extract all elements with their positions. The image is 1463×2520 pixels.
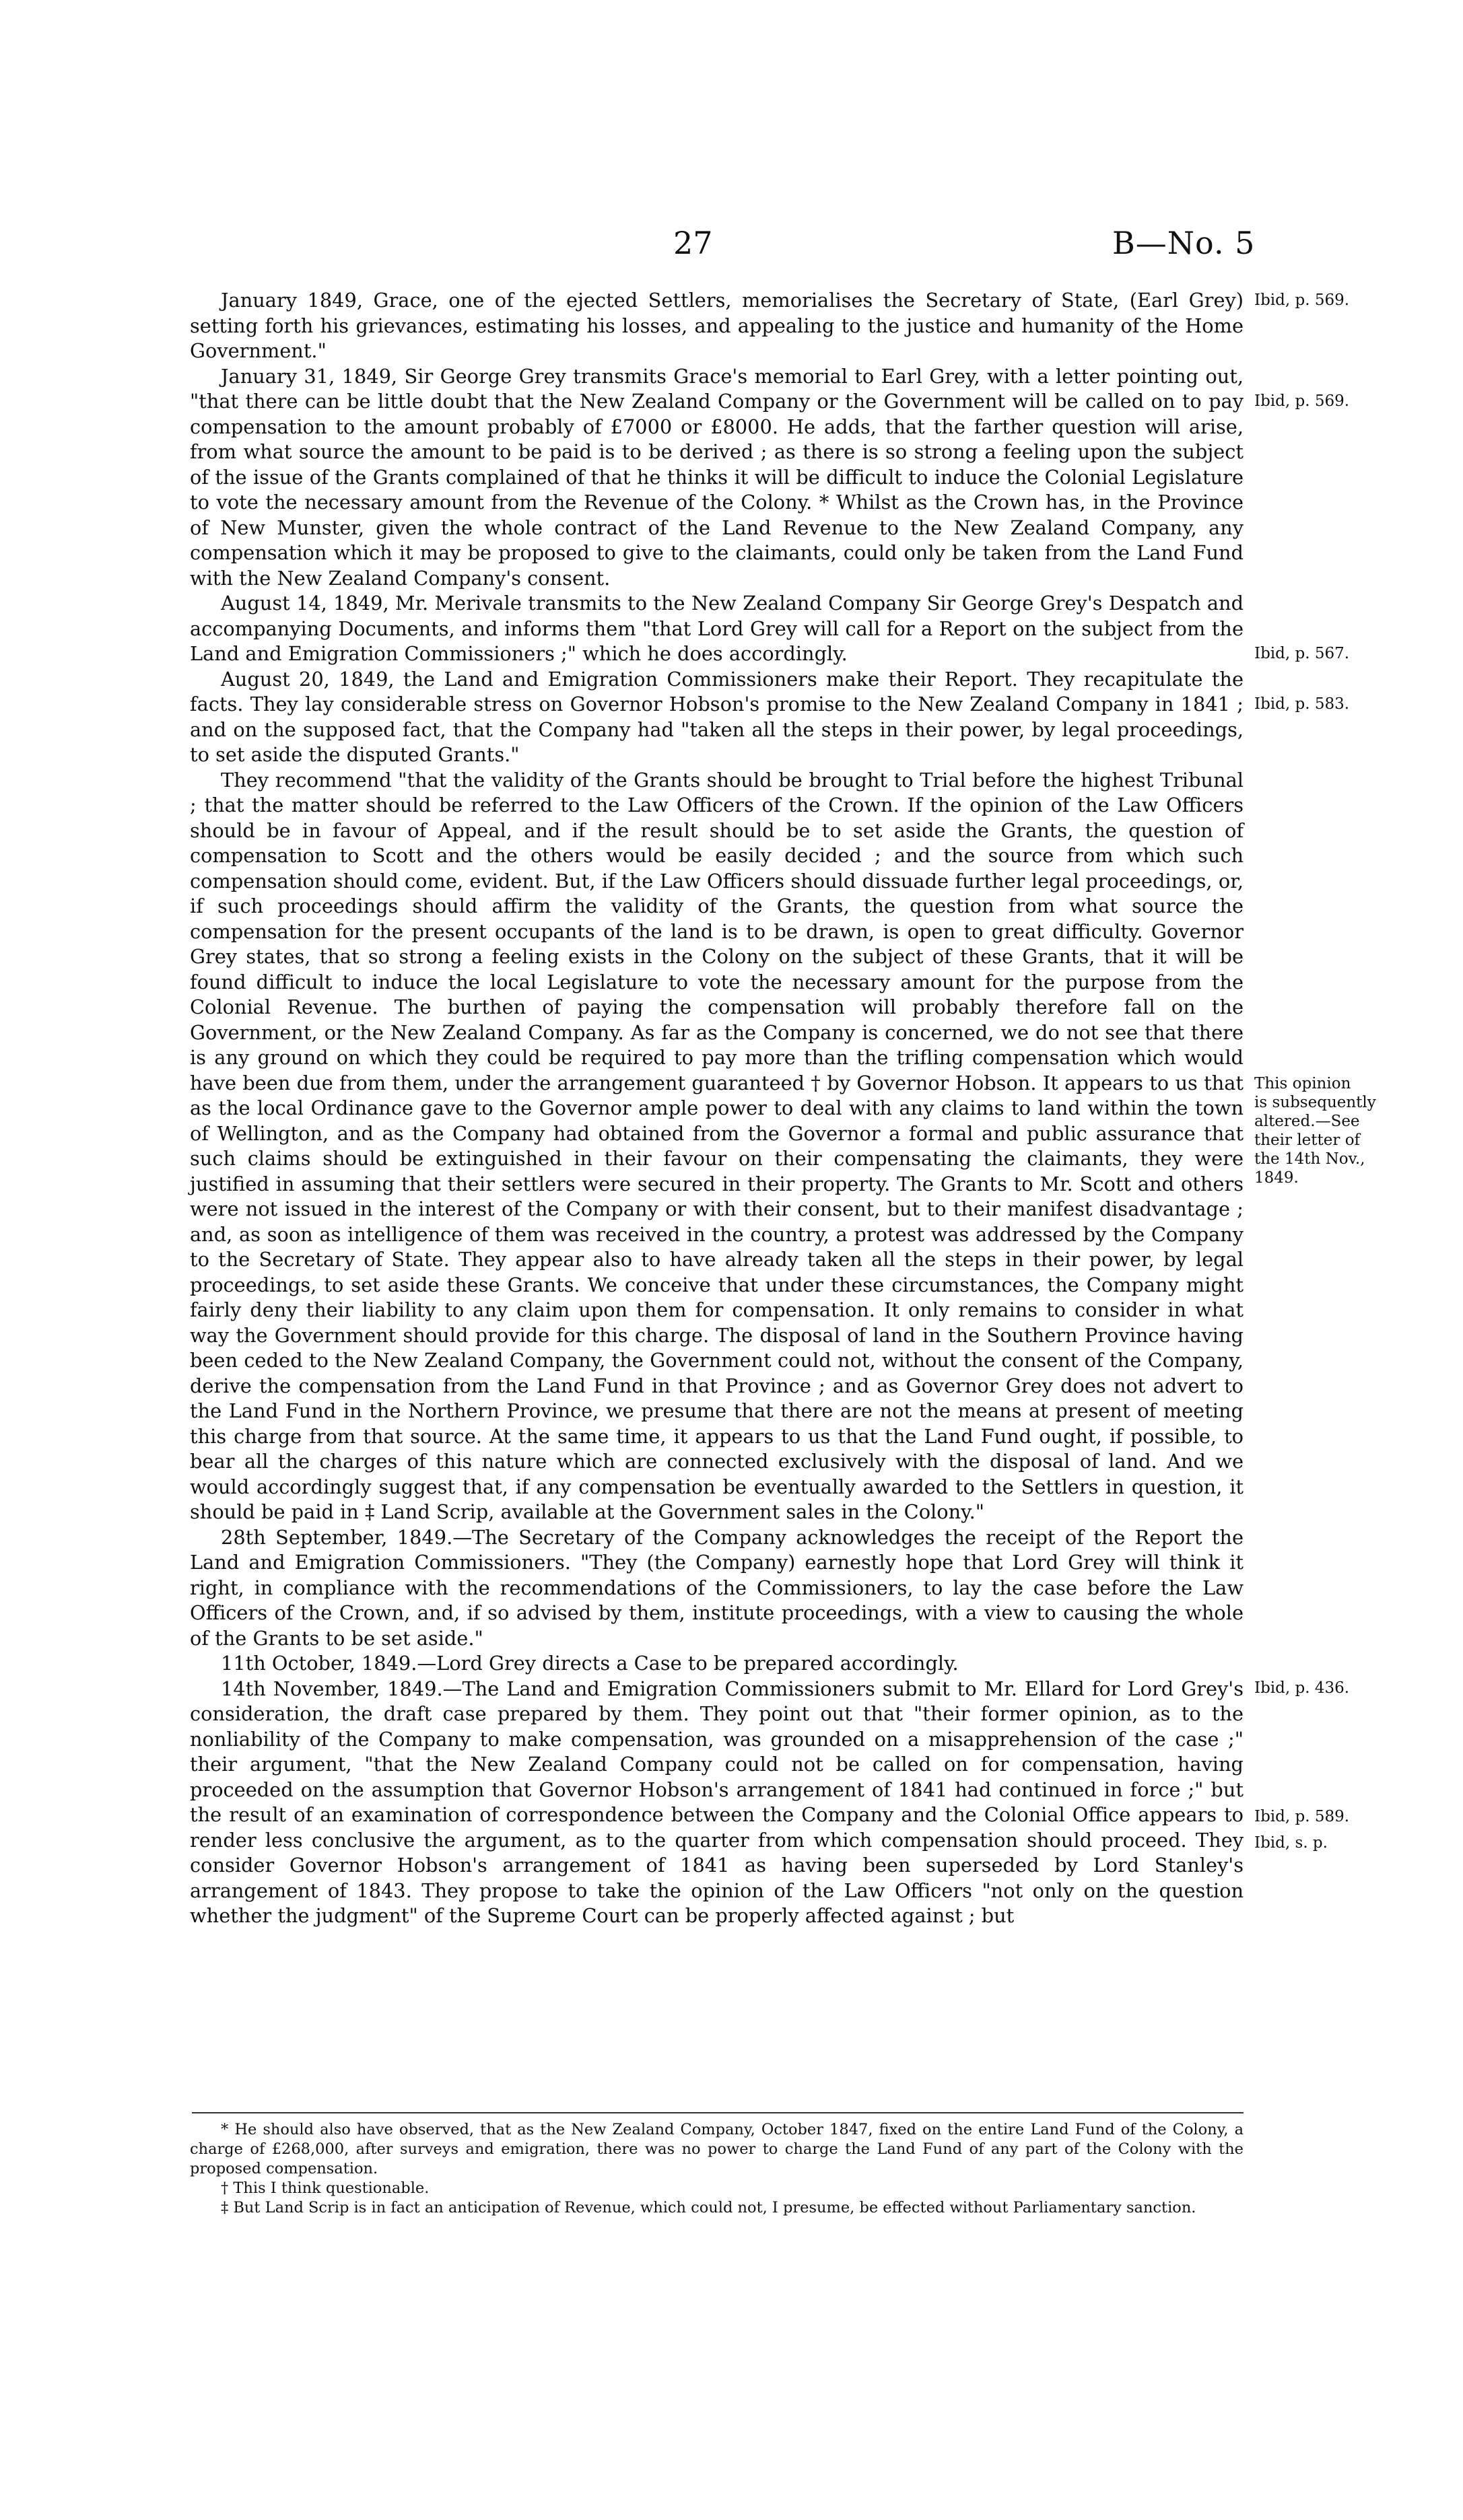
paragraph-grace-memorial: January 1849, Grace, one of the ejected Settlers, memorialises the Secretary of State, (Earl Grey) setting forth his grievances, estimating his losses, and appealing to the justice and humanity of the Home Government." [190, 289, 1244, 362]
page-number: 27 [673, 225, 713, 261]
margin-note-line: the 14th Nov., [1254, 1150, 1365, 1168]
margin-note-opinion-altered [1254, 1074, 1376, 1187]
paragraph-case-prepared: 11th October, 1849.—Lord Grey directs a Case to be prepared accordingly. [221, 1652, 959, 1675]
margin-note-ibid: Ibid, p. 583. [1254, 695, 1350, 713]
paragraph-draft-case: 14th November, 1849.—The Land and Emigration Commissioners submit to Mr. Ellard for Lord Grey's consideration, the draft case prepared by them. They point out that "their former opinion, as to the nonliability of the Company to make compensation, was grounded on a misapprehension of the case ;" their argument, "that the New Zealand Company could not be called on for compensation, having proceeded on the assumption that Governor Hobson's arrangement of 1841 had continued in force ;" but the result of an examination of correspondence between the Company and the Colonial Office appears to render less conclusive the argument, as to the quarter from which compensation should proceed. They consider Governor Hobson's arrangement of 1841 as having been superseded by Lord Stanley's arrangement of 1843. They propose to take the opinion of the Law Officers "not only on the question whether the judgment" of the Supreme Court can be properly affected against ; but [190, 1677, 1244, 1927]
margin-note-line: 1849. [1254, 1169, 1299, 1187]
margin-note-ibid: Ibid, p. 436. [1254, 1679, 1350, 1697]
paragraph-company-acknowledges: 28th September, 1849.—The Secretary of the Company acknowledges the receipt of the Report the Land and Emigration Commissioners. "They (the Company) earnestly hope that Lord Grey will think it right, in compliance with the recommendations of the Commissioners, to lay the case before the Law Officers of the Crown, and, if so advised by them, institute proceedings, with a view to causing the whole of the Grants to be set aside." [190, 1525, 1244, 1650]
paragraph-commissioners-report: August 20, 1849, the Land and Emigration Commissioners make their Report. They recapitulate the facts. They lay considerable stress on Governor Hobson's promise to the New Zealand Company in 1841 ; and on the supposed fact, that the Company had "taken all the steps in their power, by legal proceedings, to set aside the disputed Grants." [190, 667, 1244, 766]
body-text [190, 288, 1244, 1929]
margin-note-ibid: Ibid, s. p. [1254, 1834, 1328, 1852]
margin-note-ibid: Ibid, p. 569. [1254, 291, 1350, 309]
margin-note-line: is subsequently [1254, 1094, 1376, 1111]
margin-note-line: altered.—See [1254, 1113, 1360, 1130]
margin-note-line: their letter of [1254, 1131, 1361, 1149]
page-header [0, 225, 1463, 265]
margin-note-ibid: Ibid, p. 567. [1254, 645, 1350, 662]
document-id: B—No. 5 [1112, 225, 1256, 261]
margin-note-ibid: Ibid, p. 589. [1254, 1808, 1350, 1825]
paragraph-recommendation: They recommend "that the validity of the Grants should be brought to Trial before the highest Tribunal ; that the matter should be referred to the Law Officers of the Crown. If the opinion of the Law Officers should be in favour of Appeal, and if the result should be to set aside the Grants, the question of compensation to Scott and the others would be easily decided ; and the source from which such compensation should come, evident. But, if the Law Officers should dissuade further legal proceedings, or, if such proceedings should affirm the validity of the Grants, the question from what source the compensation for the present occupants of the land is to be drawn, is open to great difficulty. Governor Grey states, that so strong a feeling exists in the Colony on the subject of these Grants, that it will be found difficult to induce the local Legislature to vote the necessary amount for the purpose from the Colonial Revenue. The burthen of paying the compensation will probably therefore fall on the Government, or the New Zealand Company. As far as the Company is concerned, we do not see that there is any ground on which they could be required to pay more than the trifling compensation which would have been due from them, under the arrangement guaranteed † by Governor Hobson. It appears to us that as the local Ordinance gave to the Governor ample power to deal with any claims to land within the town of Wellington, and as the Company had obtained from the Governor a formal and public assurance that such claims should be extinguished in their favour on their compensating the claimants, they were justified in assuming that their settlers were secured in their property. The Grants to Mr. Scott and others were not issued in the interest of the Company or with their consent, but to their manifest disadvantage ; and, as soon as intelligence of them was received in the country, a protest was addressed by the Company to the Secretary of State. They appear also to have already taken all the steps in their power, by legal proceedings, to set aside these Grants. We conceive that under these circumstances, the Company might fairly deny their liability to any claim upon them for compensation. It only remains to consider in what way the Government should provide for this charge. The disposal of land in the Southern Province having been ceded to the New Zealand Company, the Government could not, without the consent of the Company, derive the compensation from the Land Fund in that Province ; and as Governor Grey does not advert to the Land Fund in the Northern Province, we presume that there are not the means at present of meeting this charge from that source. At the same time, it appears to us that the Land Fund ought, if possible, to bear all the charges of this nature which are connected exclusively with the disposal of land. And we would accordingly suggest that, if any compensation be eventually awarded to the Settlers in question, it should be paid in ‡ Land Scrip, available at the Government sales in the Colony." [190, 768, 1244, 1523]
footnotes [190, 2120, 1244, 2218]
margin-note-line: This opinion [1254, 1075, 1351, 1092]
footnote-divider [192, 2112, 1244, 2113]
footnote-asterisk: * He should also have observed, that as the New Zealand Company, October 1847, fixed on the entire Land Fund of the Colony, a charge of £268,000, after surveys and emigration, there was no power to charge the Land Fund of any part of the Colony with the proposed compensation. [190, 2121, 1244, 2177]
footnote-dagger: † This I think questionable. [221, 2179, 430, 2197]
margin-note-ibid: Ibid, p. 569. [1254, 392, 1350, 410]
paragraph-merivale-transmits: August 14, 1849, Mr. Merivale transmits to the New Zealand Company Sir George Grey's Despatch and accompanying Documents, and informs them "that Lord Grey will call for a Report on the subject from the Land and Emigration Commissioners ;" which he does accordingly. [190, 592, 1244, 665]
paragraph-george-grey-letter: January 31, 1849, Sir George Grey transmits Grace's memorial to Earl Grey, with a letter pointing out, "that there can be little doubt that the New Zealand Company or the Government will be called on to pay compensation to the amount probably of £7000 or £8000. He adds, that the farther question will arise, from what source the amount to be paid is to be derived ; as there is so strong a feeling upon the subject of the issue of the Grants complained of that he thinks it will be difficult to induce the Colonial Legislature to vote the necessary amount from the Revenue of the Colony. * Whilst as the Crown has, in the Province of New Munster, given the whole contract of the Land Revenue to the New Zealand Company, any compensation which it may be proposed to give to the claimants, could only be taken from the Land Fund with the New Zealand Company's consent. [190, 364, 1244, 590]
footnote-double-dagger: ‡ But Land Scrip is in fact an anticipation of Revenue, which could not, I presume, be effected without Parliamentary sanction. [221, 2199, 1196, 2216]
